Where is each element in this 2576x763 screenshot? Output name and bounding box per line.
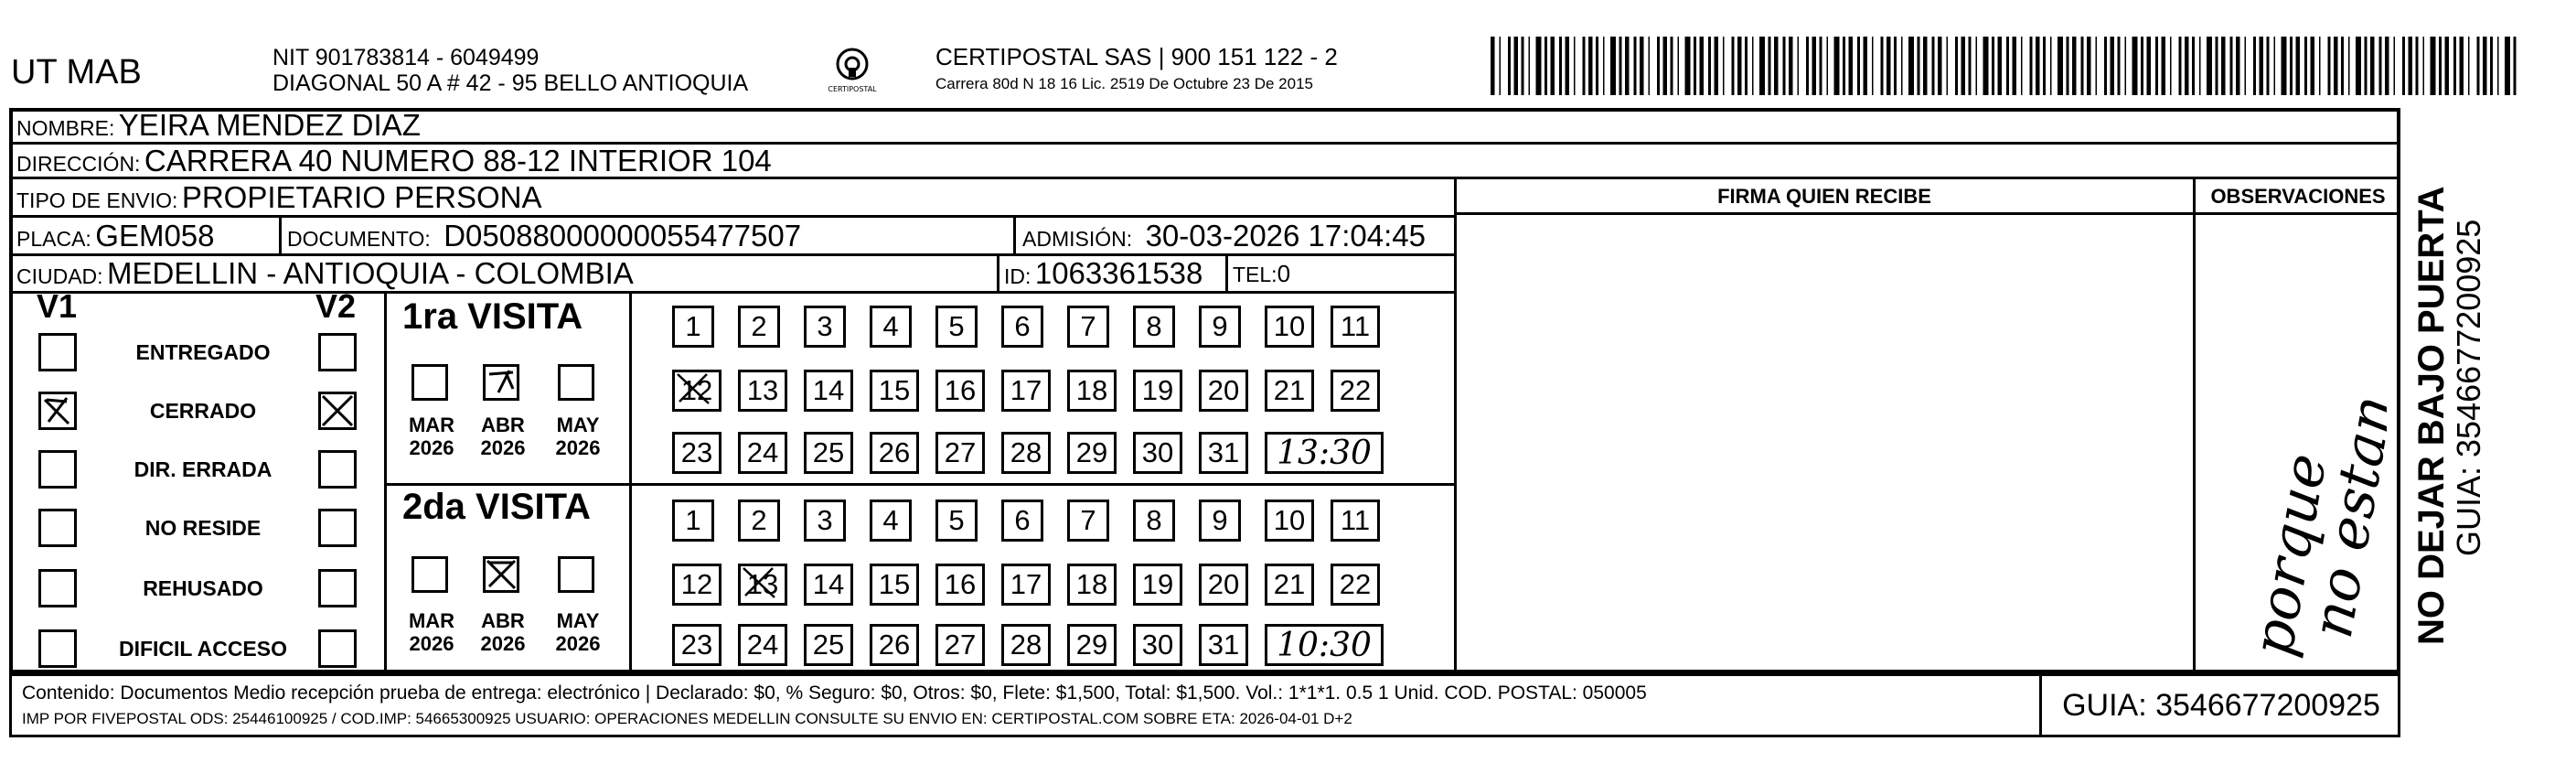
v2-checkbox[interactable] bbox=[318, 509, 357, 547]
tipo-label: TIPO DE ENVIO: bbox=[16, 188, 178, 212]
v1-checkbox[interactable] bbox=[38, 333, 77, 371]
second-visit-day-7[interactable]: 7 bbox=[1067, 500, 1109, 542]
second-visit-day-27[interactable]: 27 bbox=[935, 624, 985, 666]
second-visit-day-28[interactable]: 28 bbox=[1001, 624, 1051, 666]
first-visit-day-17[interactable]: 17 bbox=[1001, 370, 1051, 412]
v2-checkbox[interactable] bbox=[318, 569, 357, 607]
nombre-label: NOMBRE: bbox=[16, 116, 115, 140]
company-address: DIAGONAL 50 A # 42 - 95 BELLO ANTIOQUIA bbox=[273, 70, 749, 96]
first-visit-day-19[interactable]: 19 bbox=[1133, 370, 1182, 412]
first-visit-day-11[interactable]: 11 bbox=[1331, 306, 1380, 348]
first-visit-day-2[interactable]: 2 bbox=[738, 306, 780, 348]
first-visit-day-3[interactable]: 3 bbox=[804, 306, 846, 348]
second-visit-day-14[interactable]: 14 bbox=[804, 564, 853, 606]
company-nit: NIT 901783814 - 6049499 bbox=[273, 45, 540, 70]
first-visit-day-27[interactable]: 27 bbox=[935, 432, 985, 474]
second-visit-day-4[interactable]: 4 bbox=[870, 500, 912, 542]
v2-checkbox[interactable] bbox=[318, 629, 357, 668]
second-visit-day-19[interactable]: 19 bbox=[1133, 564, 1182, 606]
first-visit-day-8[interactable]: 8 bbox=[1133, 306, 1175, 348]
barcode bbox=[1491, 37, 2519, 95]
second-visit-day-3[interactable]: 3 bbox=[804, 500, 846, 542]
month-label: MAR 2026 bbox=[408, 609, 455, 655]
footer-guia: GUIA: 3546677200925 bbox=[2062, 688, 2380, 723]
first-visit-day-22[interactable]: 22 bbox=[1331, 370, 1380, 412]
ciudad-value: MEDELLIN - ANTIOQUIA - COLOMBIA bbox=[107, 256, 634, 290]
month-checkbox[interactable] bbox=[483, 556, 519, 593]
second-visit-day-6[interactable]: 6 bbox=[1001, 500, 1043, 542]
first-visit-day-23[interactable]: 23 bbox=[672, 432, 721, 474]
second-visit-time: 10:30 bbox=[1265, 624, 1384, 666]
tel-row bbox=[1233, 256, 1290, 296]
second-visit-day-30[interactable]: 30 bbox=[1133, 624, 1182, 666]
v1-checkbox[interactable] bbox=[38, 569, 77, 607]
first-visit-day-10[interactable]: 10 bbox=[1265, 306, 1314, 348]
month-label: MAY 2026 bbox=[555, 609, 601, 655]
second-visit-day-18[interactable]: 18 bbox=[1067, 564, 1117, 606]
observaciones-handwriting bbox=[2213, 302, 2387, 668]
second-visit-day-16[interactable]: 16 bbox=[935, 564, 985, 606]
first-visit-day-20[interactable]: 20 bbox=[1199, 370, 1248, 412]
direccion-row bbox=[16, 144, 772, 185]
first-visit-day-5[interactable]: 5 bbox=[935, 306, 978, 348]
second-visit-day-20[interactable]: 20 bbox=[1199, 564, 1248, 606]
month-label: ABR 2026 bbox=[480, 414, 526, 459]
obs-line-2: no estan bbox=[2297, 390, 2387, 643]
first-visit-day-21[interactable]: 21 bbox=[1265, 370, 1314, 412]
month-checkbox[interactable] bbox=[558, 556, 594, 593]
admision-label: ADMISIÓN: bbox=[1022, 227, 1133, 251]
v2-header: V2 bbox=[315, 287, 357, 325]
v2-checkbox[interactable] bbox=[318, 450, 357, 489]
first-visit-day-4[interactable]: 4 bbox=[870, 306, 912, 348]
admision-row bbox=[1022, 218, 1426, 261]
second-visit-day-9[interactable]: 9 bbox=[1199, 500, 1241, 542]
admision-value: 30-03-2026 17:04:45 bbox=[1145, 219, 1427, 253]
ciudad-label: CIUDAD: bbox=[16, 264, 103, 288]
v2-checkbox[interactable] bbox=[318, 333, 357, 371]
second-visit-day-31[interactable]: 31 bbox=[1199, 624, 1248, 666]
documento-value: D05088000000055477507 bbox=[444, 219, 802, 253]
no-dejar-bajo-puerta: NO DEJAR BAJO PUERTA bbox=[2411, 186, 2452, 645]
first-visit-day-12[interactable]: 12 bbox=[672, 370, 721, 412]
first-visit-day-29[interactable]: 29 bbox=[1067, 432, 1117, 474]
status-reason-label: DIFICIL ACCESO bbox=[118, 637, 287, 661]
v1-header: V1 bbox=[37, 287, 78, 325]
placa-row bbox=[16, 218, 215, 261]
first-visit-day-14[interactable]: 14 bbox=[804, 370, 853, 412]
first-visit-day-31[interactable]: 31 bbox=[1199, 432, 1248, 474]
second-visit-day-15[interactable]: 15 bbox=[870, 564, 919, 606]
placa-value: GEM058 bbox=[95, 219, 215, 253]
v1-checkbox[interactable] bbox=[38, 450, 77, 489]
footer-print-info: IMP POR FIVEPOSTAL ODS: 25446100925 / COD.IMP: 54665300925 USUARIO: OPERACIONES MEDELLIN CONSULTE SU ENVIO EN: CERTIPOSTAL.COM SOBRE ETA: 2026-04-01 D+2 bbox=[22, 710, 1352, 727]
id-value: 1063361538 bbox=[1034, 256, 1203, 290]
v1-checkbox[interactable] bbox=[38, 629, 77, 668]
status-reason-label: DIR. ERRADA bbox=[134, 457, 273, 481]
courier-license: Carrera 80d N 18 16 Lic. 2519 De Octubre 23 De 2015 bbox=[935, 75, 1313, 92]
tel-label: TEL: bbox=[1233, 263, 1277, 286]
v1-checkbox[interactable] bbox=[38, 392, 77, 430]
status-reason-label: CERRADO bbox=[149, 399, 257, 423]
obs-line-1: porque bbox=[2238, 448, 2340, 661]
second-visit-day-13[interactable]: 13 bbox=[738, 564, 787, 606]
side-guia: GUIA: 3546677200925 bbox=[2450, 219, 2485, 556]
month-checkbox[interactable] bbox=[412, 364, 448, 401]
first-visit-day-30[interactable]: 30 bbox=[1133, 432, 1182, 474]
second-visit-day-26[interactable]: 26 bbox=[870, 624, 919, 666]
first-visit-day-9[interactable]: 9 bbox=[1199, 306, 1241, 348]
second-visit-day-29[interactable]: 29 bbox=[1067, 624, 1117, 666]
second-visit-day-23[interactable]: 23 bbox=[672, 624, 721, 666]
first-visit-title: 1ra VISITA bbox=[402, 296, 583, 337]
v2-checkbox[interactable] bbox=[318, 392, 357, 430]
status-reason-label: NO RESIDE bbox=[144, 516, 262, 540]
month-label: MAR 2026 bbox=[408, 414, 455, 459]
first-visit-day-7[interactable]: 7 bbox=[1067, 306, 1109, 348]
id-label: ID: bbox=[1004, 264, 1031, 288]
second-visit-day-8[interactable]: 8 bbox=[1133, 500, 1175, 542]
second-visit-day-24[interactable]: 24 bbox=[738, 624, 787, 666]
first-visit-day-15[interactable]: 15 bbox=[870, 370, 919, 412]
first-visit-time: 13:30 bbox=[1265, 432, 1384, 474]
second-visit-day-22[interactable]: 22 bbox=[1331, 564, 1380, 606]
direccion-label: DIRECCIÓN: bbox=[16, 152, 141, 176]
second-visit-day-25[interactable]: 25 bbox=[804, 624, 853, 666]
status-reason-label: ENTREGADO bbox=[135, 340, 271, 364]
tel-value: 0 bbox=[1277, 260, 1291, 287]
second-visit-day-1[interactable]: 1 bbox=[672, 500, 714, 542]
footer-content: Contenido: Documentos Medio recepción prueba de entrega: electrónico | Declarado: $0, % Seguro: $0, Otros: $0, Flete: $1,500, Total: $1,500. Vol.: 1*1*1. 0.5 1 Unid. COD. POSTAL: 050005 bbox=[22, 682, 1647, 704]
direccion-value: CARRERA 40 NUMERO 88-12 INTERIOR 104 bbox=[144, 144, 772, 177]
status-reason-label: REHUSADO bbox=[143, 576, 263, 600]
second-visit-title: 2da VISITA bbox=[402, 487, 591, 527]
second-visit-day-17[interactable]: 17 bbox=[1001, 564, 1051, 606]
logo-caption: CERTIPOSTAL bbox=[828, 85, 877, 93]
first-visit-day-18[interactable]: 18 bbox=[1067, 370, 1117, 412]
month-checkbox[interactable] bbox=[558, 364, 594, 401]
first-visit-day-24[interactable]: 24 bbox=[738, 432, 787, 474]
second-visit-day-12[interactable]: 12 bbox=[672, 564, 721, 606]
second-visit-day-5[interactable]: 5 bbox=[935, 500, 978, 542]
v1-checkbox[interactable] bbox=[38, 509, 77, 547]
first-visit-day-6[interactable]: 6 bbox=[1001, 306, 1043, 348]
month-checkbox[interactable] bbox=[412, 556, 448, 593]
first-visit-day-28[interactable]: 28 bbox=[1001, 432, 1051, 474]
first-visit-day-26[interactable]: 26 bbox=[870, 432, 919, 474]
firma-header: FIRMA QUIEN RECIBE bbox=[1717, 185, 1931, 208]
first-visit-day-13[interactable]: 13 bbox=[738, 370, 787, 412]
second-visit-day-2[interactable]: 2 bbox=[738, 500, 780, 542]
tipo-value: PROPIETARIO PERSONA bbox=[181, 180, 542, 214]
second-visit-day-10[interactable]: 10 bbox=[1265, 500, 1314, 542]
id-row bbox=[1004, 256, 1202, 297]
month-label: MAY 2026 bbox=[555, 414, 601, 459]
second-visit-day-11[interactable]: 11 bbox=[1331, 500, 1380, 542]
observaciones-header: OBSERVACIONES bbox=[2210, 185, 2386, 208]
nombre-value: YEIRA MENDEZ DIAZ bbox=[118, 108, 421, 142]
documento-label: DOCUMENTO: bbox=[287, 227, 431, 251]
courier-name: CERTIPOSTAL SAS | 900 151 122 - 2 bbox=[935, 43, 1338, 70]
first-visit-day-25[interactable]: 25 bbox=[804, 432, 853, 474]
second-visit-day-21[interactable]: 21 bbox=[1265, 564, 1314, 606]
documento-row bbox=[287, 218, 801, 261]
month-checkbox[interactable] bbox=[483, 364, 519, 401]
first-visit-day-16[interactable]: 16 bbox=[935, 370, 985, 412]
company-name: UT MAB bbox=[11, 53, 142, 91]
certipostal-logo bbox=[816, 44, 889, 99]
side-vertical-text bbox=[2403, 119, 2485, 650]
placa-label: PLACA: bbox=[16, 227, 91, 251]
month-label: ABR 2026 bbox=[480, 609, 526, 655]
first-visit-day-1[interactable]: 1 bbox=[672, 306, 714, 348]
